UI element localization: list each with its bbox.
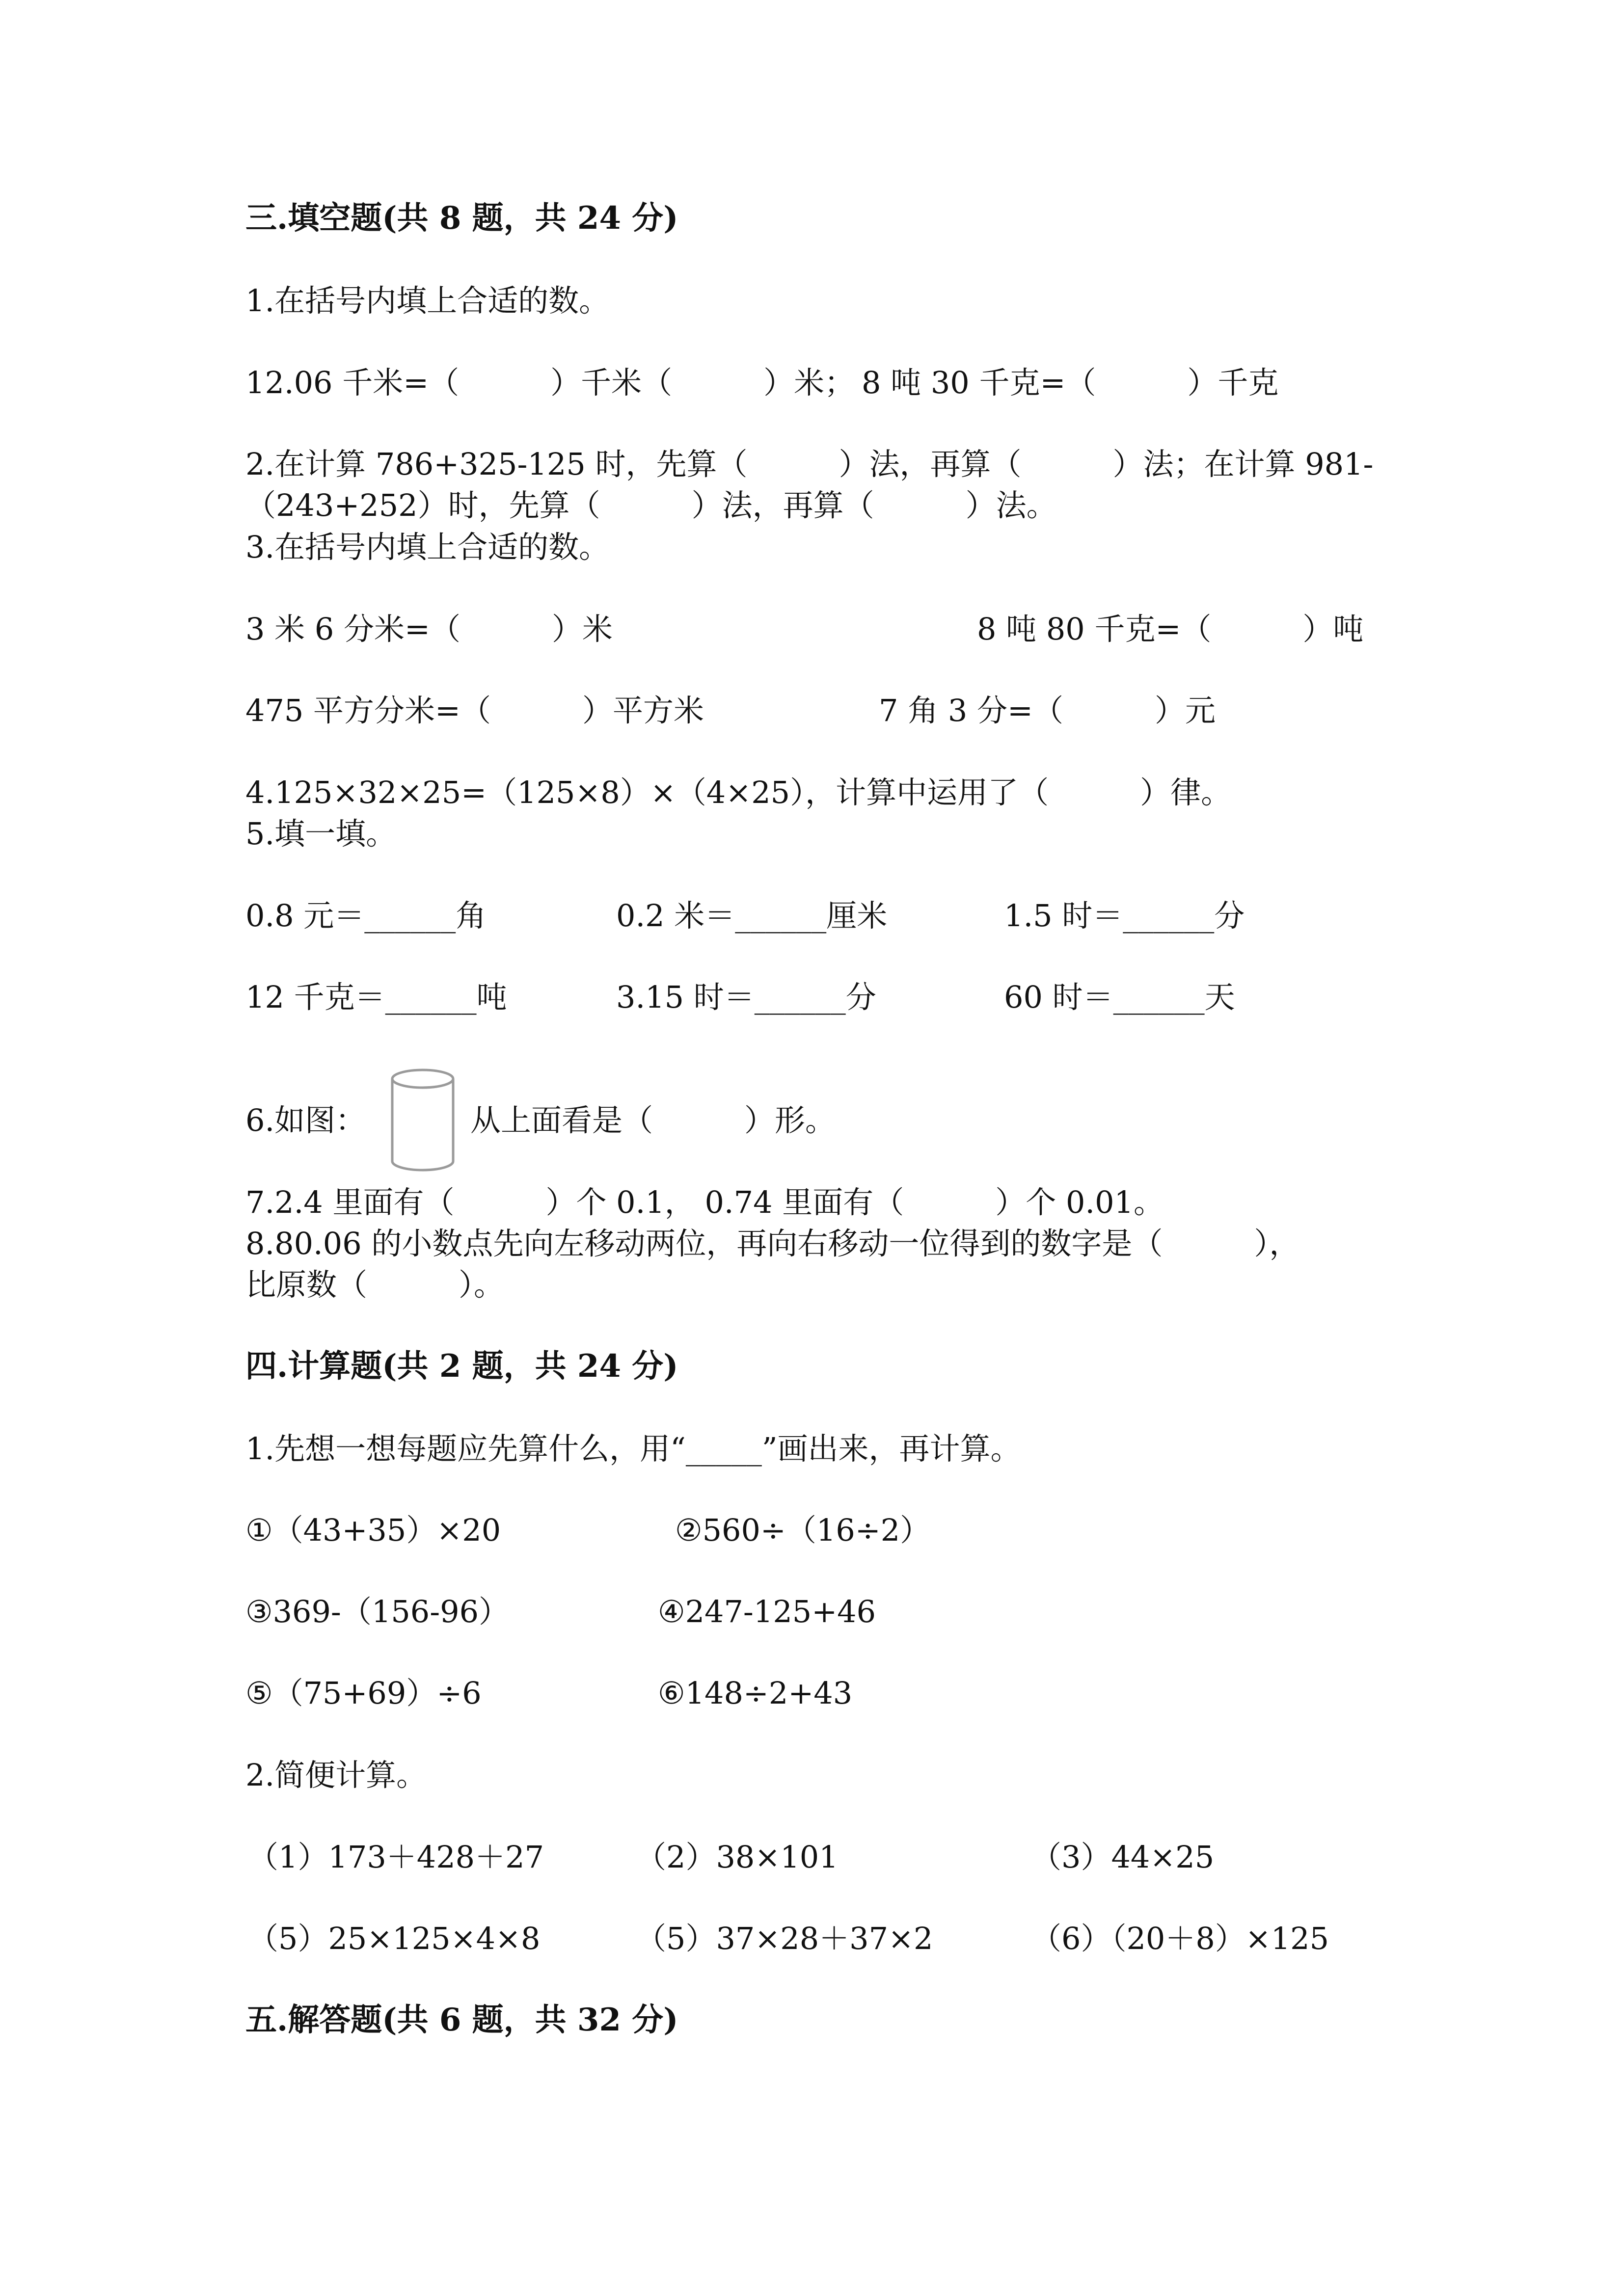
section3-heading: 三.填空题(共 8 题，共 24 分) [245,200,678,237]
q7-text: 7.2.4 里面有（ ）个 0.1， 0.74 里面有（ ）个 0.01。 [245,1184,1164,1220]
q5-item-a: 0.8 元＝______角 [245,898,487,934]
q8-line-2: 比原数（ ）。 [245,1267,505,1303]
q1-blank-2: 8 吨 30 千克=（ ）千克 [862,365,1279,400]
q5-item-f: 60 时＝______天 [1004,979,1235,1015]
q8-line-1: 8.80.06 的小数点先向左移动两位，再向右移动一位得到的数字是（ ）， [245,1226,1300,1261]
calc-q1-item-f: ⑥148÷2+43 [658,1675,853,1711]
section5-heading: 五.解答题(共 6 题，共 32 分) [245,2002,678,2038]
calc-q1-item-d: ④247-125+46 [658,1594,876,1629]
cylinder-icon [386,1066,460,1175]
q5-item-e: 3.15 时＝______分 [616,979,876,1015]
calc-q2-item-d: （5）25×125×4×8 [248,1921,541,1956]
calc-q1-item-b: ②560÷（16÷2） [675,1512,931,1548]
calc-q2-item-a: （1）173＋428＋27 [248,1839,544,1875]
q3-item-d: 7 角 3 分=（ ）元 [879,693,1216,728]
calc-q1-item-a: ①（43+35）×20 [245,1512,501,1548]
q4-text: 4.125×32×25=（125×8）×（4×25），计算中运用了（ ）律。 [245,774,1232,810]
q5-item-d: 12 千克＝______吨 [245,979,507,1015]
q3-item-a: 3 米 6 分米=（ ）米 [245,611,613,647]
q2-line-2: （243+252）时，先算（ ）法，再算（ ）法。 [245,487,1057,523]
calc-q2-item-f: （6）（20＋8）×125 [1031,1921,1329,1956]
q5-prompt: 5.填一填。 [245,816,397,852]
q6-prefix: 6.如图： [245,1102,366,1138]
calc-q2-prompt: 2.简便计算。 [245,1757,427,1793]
q2-line-1: 2.在计算 786+325-125 时，先算（ ）法，再算（ ）法；在计算 981- [245,446,1374,482]
q1-blank-1: 12.06 千米=（ ）千米（ ）米； [245,365,855,400]
q3-prompt: 3.在括号内填上合适的数。 [245,529,610,565]
section4-heading: 四.计算题(共 2 题，共 24 分) [245,1348,678,1385]
q5-item-c: 1.5 时＝______分 [1004,898,1245,934]
calc-q1-item-e: ⑤（75+69）÷6 [245,1675,482,1711]
q5-item-b: 0.2 米＝______厘米 [616,898,888,934]
calc-q1-prompt: 1.先想一想每题应先算什么，用“_____”画出来，再计算。 [245,1431,1021,1467]
q3-item-b: 8 吨 80 千克=（ ）吨 [977,611,1364,647]
q6-suffix: 从上面看是（ ）形。 [470,1102,836,1138]
q1-prompt: 1.在括号内填上合适的数。 [245,283,610,319]
calc-q2-item-e: （5）37×28＋37×2 [636,1921,933,1956]
q3-item-c: 475 平方分米=（ ）平方米 [245,693,704,728]
calc-q2-item-b: （2）38×101 [636,1839,839,1875]
calc-q1-item-c: ③369-（156-96） [245,1594,510,1629]
calc-q2-item-c: （3）44×25 [1031,1839,1215,1875]
